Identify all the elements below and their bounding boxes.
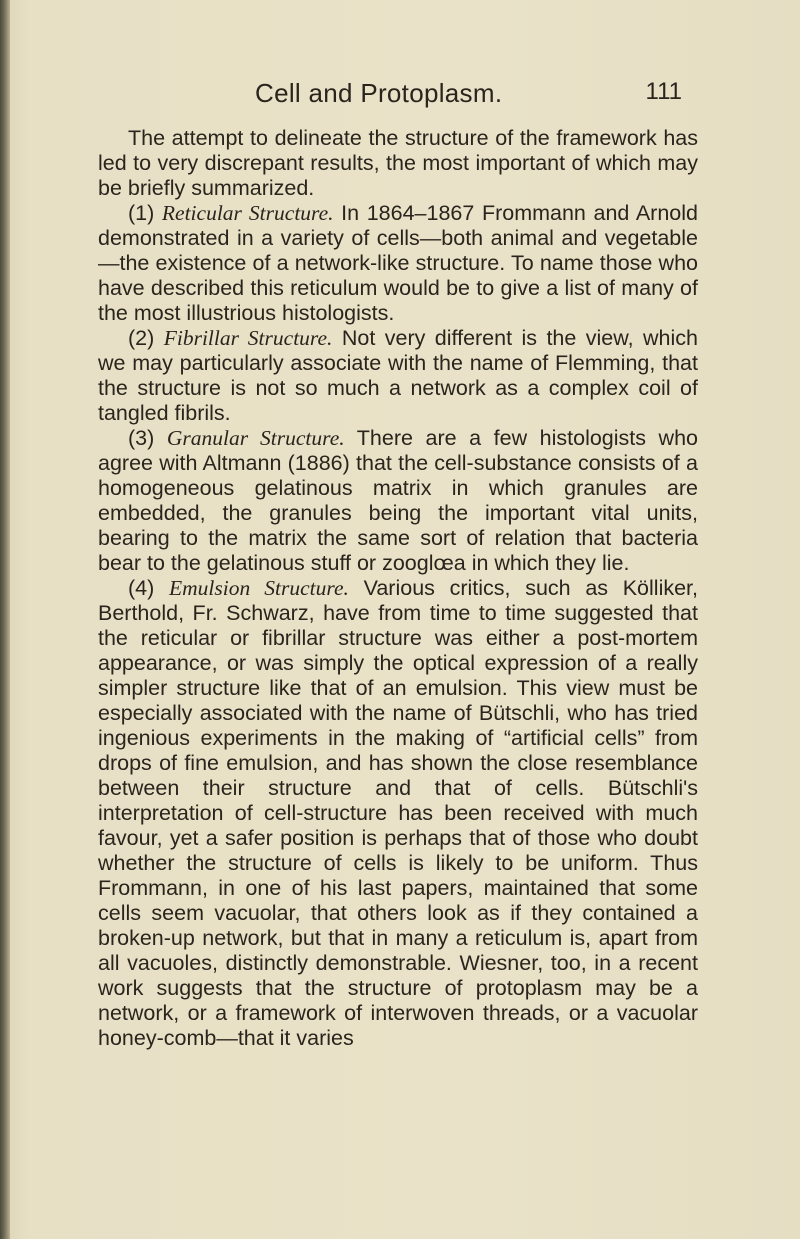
section-title: Granular Structure. [166,426,345,450]
intro-paragraph: The attempt to delineate the structure of the framework has led to very discrepant results, the most important of which may be briefly summarized. [98,126,698,200]
page-number: 111 [645,78,682,105]
paragraph-emulsion [98,576,698,1051]
running-head: Cell and Protoplasm. [255,78,503,108]
section-number: (4) [128,576,155,600]
paragraph-fibrillar [98,326,698,426]
book-binding-edge [0,0,10,1239]
section-title: Emulsion Structure. [168,576,349,600]
paragraph-reticular [98,201,698,326]
paragraph-granular [98,426,698,576]
section-title: Fibrillar Structure. [163,326,333,350]
section-text: There are a few histologists who agree with Altmann (1886) that the cell-substance consists of a homogeneous gelatinous matrix in which granules are embedded, the granules being the important vital units, bearing to the matrix the same sort of relation that bacteria bear to the gelatinous stuff or zooglœa in which they lie. [98,426,698,575]
section-text: Not very different is the view, which we may particularly associate with the name of Flemming, that the structure is not so much a network as a complex coil of tangled fibrils. [98,326,698,425]
section-title: Reticular Structure. [161,201,334,225]
section-number: (2) [128,326,155,350]
section-text: Various critics, such as Kölliker, Berthold, Fr. Schwarz, have from time to time suggested that the reticular or fibrillar structure was either a post-mortem appearance, or was simply the optical expression of a really simpler structure like that of an emulsion. This view must be especially associated with the name of Bütschli, who has tried ingenious experiments in the making of “artificial cells” from drops of fine emulsion, and has shown the close resemblance between their structure and that of cells. Bütschli's interpretation of cell-structure has been received with much favour, yet a safer position is perhaps that of those who doubt whether the structure of cells is likely to be uniform. Thus Frommann, in one of his last papers, maintained that some cells seem vacuolar, that others look as if they contained a broken-up network, but that in many a reticulum is, apart from all vacuoles, distinctly demonstrable. Wiesner, too, in a recent work suggests that the structure of protoplasm may be a network, or a framework of interwoven threads, or a vacuolar honey-comb—that it varies [98,576,698,1050]
page-header [130,78,690,118]
body-text [98,126,698,1051]
section-number: (1) [128,201,155,225]
section-number: (3) [128,426,155,450]
section-text: In 1864–1867 Frommann and Arnold demonstrated in a variety of cells—both animal and vegetable—the existence of a network-like structure. To name those who have described this reticulum would be to give a list of many of the most illustrious histologists. [98,201,698,325]
